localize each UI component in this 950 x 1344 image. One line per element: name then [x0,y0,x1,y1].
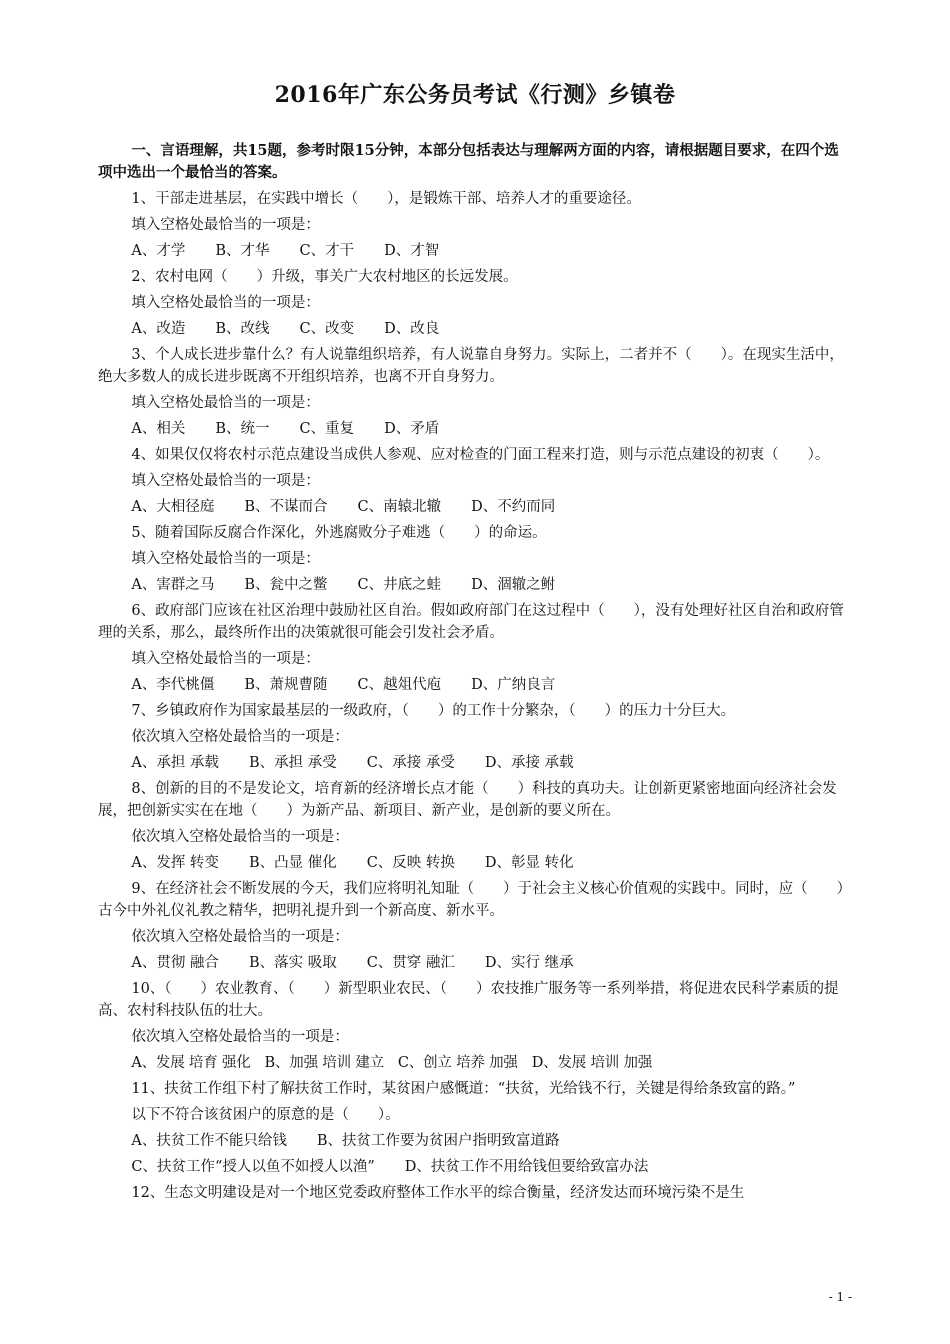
question-prompt: 填入空格处最恰当的一项是： [131,551,320,567]
option: D、彰显 转化 [484,855,574,871]
option: C、重复 [299,421,355,437]
option: D、改良 [384,321,440,337]
document-title: 2016年广东公务员考试《行测》乡镇卷 [274,82,676,108]
question-text: 3、个人成长进步靠什么？有人说靠组织培养，有人说靠自身努力。实际上，二者并不（ ）。在现实生活中，绝大多数人的成长进步既离不开组织培养，也离不开自身努力。 [98,347,844,385]
question-options [98,952,846,974]
section-heading: 一、言语理解，共15题，参考时限15分钟，本部分包括表达与理解两方面的内容，请根据题目要求，在四个选项中选出一个最恰当的答案。 [98,142,839,181]
question-prompt: 依次填入空格处最恰当的一项是： [131,829,349,845]
option: A、害群之马 [131,577,215,593]
option: C、井底之蛙 [357,577,442,593]
document-body [98,140,846,1208]
question-prompt: 依次填入空格处最恰当的一项是： [131,1029,349,1045]
option: D、才智 [384,243,440,259]
option: B、改线 [215,321,270,337]
option: C、越俎代庖 [357,677,442,693]
option: A、扶贫工作不能只给钱 [131,1133,287,1149]
question-text: 10、（ ）农业教育、（ ）新型职业农民、（ ）农技推广服务等一系列举措，将促进农民科学素质的提高、农村科技队伍的壮大。 [98,981,839,1019]
option: A、大相径庭 [131,499,215,515]
option: D、矛盾 [384,421,440,437]
option: A、承担 承载 [131,755,219,771]
option: D、不约而同 [471,499,556,515]
option: C、贯穿 融汇 [366,955,455,971]
question-options [98,574,846,596]
question-options [98,752,846,774]
question-prompt: 填入空格处最恰当的一项是： [131,395,320,411]
question-options [98,1130,846,1152]
question-text: 2、农村电网（ ）升级，事关广大农村地区的长远发展。 [131,269,518,285]
option: D、发展 培训 加强 [531,1055,653,1071]
question-options [98,852,846,874]
question-options [98,418,846,440]
option: B、瓮中之鳖 [244,577,328,593]
option: A、发展 培育 强化 [131,1055,251,1071]
option: A、贯彻 融合 [131,955,219,971]
option: D、实行 继承 [484,955,574,971]
option: D、广纳良言 [471,677,556,693]
option: A、改造 [131,321,186,337]
question-prompt: 依次填入空格处最恰当的一项是： [131,929,349,945]
option: B、加强 培训 建立 [264,1055,384,1071]
option: A、李代桃僵 [131,677,215,693]
question-text: 9、在经济社会不断发展的今天，我们应将明礼知耻（ ）于社会主义核心价值观的实践中。同时，应（ ）古今中外礼仪礼教之精华，把明礼提升到一个新高度、新水平。 [98,881,844,919]
question-prompt: 以下不符合该贫困户的原意的是（ ）。 [131,1107,400,1123]
option: D、涸辙之鲋 [471,577,556,593]
question-text: 1、干部走进基层，在实践中增长（ ），是锻炼干部、培养人才的重要途径。 [131,191,641,207]
question-text: 7、乡镇政府作为国家最基层的一级政府，（ ）的工作十分繁杂，（ ）的压力十分巨大。 [131,703,736,719]
question-text: 8、创新的目的不是发论文，培育新的经济增长点才能（ ）科技的真功夫。让创新更紧密地面向经济社会发展，把创新实实在在地（ ）为新产品、新项目、新产业，是创新的要义所在。 [98,781,837,819]
question-options [98,1156,846,1178]
question-prompt: 填入空格处最恰当的一项是： [131,295,320,311]
question-text: 11、扶贫工作组下村了解扶贫工作时，某贫困户感慨道：“扶贫，光给钱不行，关键是得给条致富的路。” [131,1081,796,1097]
option: C、改变 [299,321,355,337]
option: D、扶贫工作不用给钱但要给致富办法 [404,1159,649,1175]
option: A、相关 [131,421,186,437]
question-prompt: 填入空格处最恰当的一项是： [131,217,320,233]
option: B、落实 吸取 [248,955,337,971]
question-options [98,318,846,340]
question-options [98,1052,846,1074]
option: C、反映 转换 [366,855,455,871]
option: C、扶贫工作“授人以鱼不如授人以渔” [131,1159,375,1175]
option: C、才干 [299,243,355,259]
option: C、南辕北辙 [357,499,442,515]
option: B、不谋而合 [244,499,328,515]
question-text: 6、政府部门应该在社区治理中鼓励社区自治。假如政府部门在这过程中（ ），没有处理好社区自治和政府管理的关系，那么，最终所作出的决策就很可能会引发社会矛盾。 [98,603,844,641]
question-prompt: 填入空格处最恰当的一项是： [131,473,320,489]
question-text: 4、如果仅仅将农村示范点建设当成供人参观、应对检查的门面工程来打造，则与示范点建设的初衷（ ）。 [131,447,830,463]
option: C、承接 承受 [366,755,455,771]
question-options [98,240,846,262]
option: B、承担 承受 [248,755,337,771]
question-prompt: 依次填入空格处最恰当的一项是： [131,729,349,745]
question-text: 5、随着国际反腐合作深化，外逃腐败分子难逃（ ）的命运。 [131,525,547,541]
option: B、才华 [215,243,270,259]
option: B、扶贫工作要为贫困户指明致富道路 [316,1133,560,1149]
option: B、统一 [215,421,270,437]
option: A、才学 [131,243,186,259]
option: B、凸显 催化 [248,855,337,871]
question-options [98,496,846,518]
option: D、承接 承载 [484,755,574,771]
page-number: - 1 - [828,1290,852,1304]
option: B、萧规曹随 [244,677,328,693]
question-text: 12、生态文明建设是对一个地区党委政府整体工作水平的综合衡量，经济发达而环境污染不是生 [131,1185,745,1201]
question-options [98,674,846,696]
option: A、发挥 转变 [131,855,219,871]
option: C、创立 培养 加强 [397,1055,518,1071]
question-prompt: 填入空格处最恰当的一项是： [131,651,320,667]
